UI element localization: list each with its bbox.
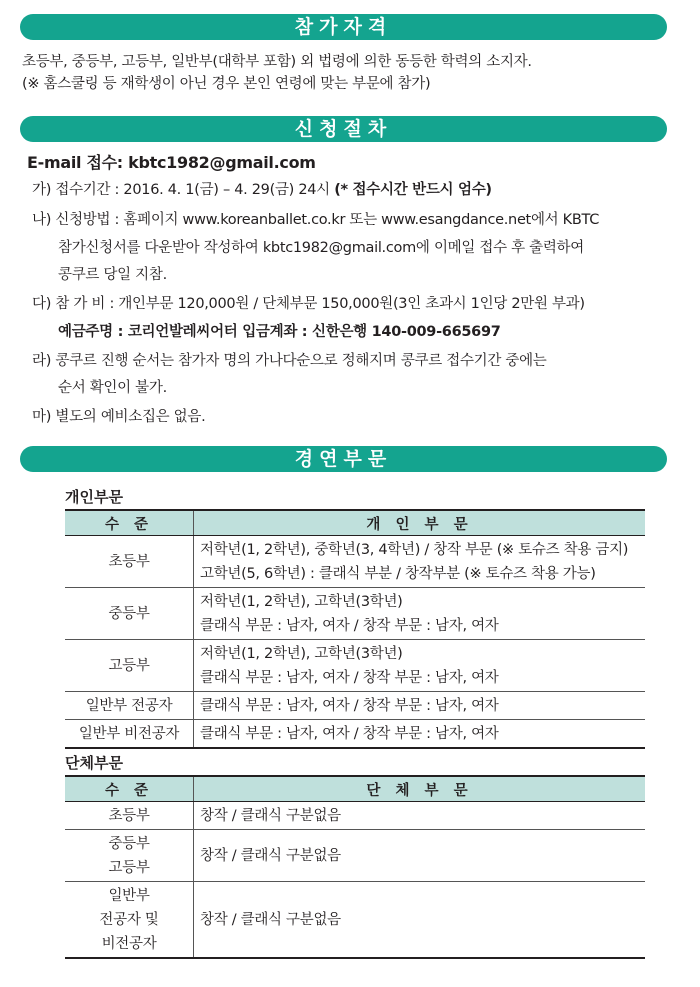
group-head-level: 수 준 (65, 776, 194, 802)
item-text: 참 가 비 : 개인부문 120,000원 / 단체부문 150,000원(3인 초과시 1인당 2만원 부과) (55, 296, 585, 312)
individual-subtitle: 개인부문 (65, 488, 123, 506)
section-line: 저학년(1, 2학년), 고학년(3학년) (200, 646, 403, 662)
table-row (65, 588, 645, 640)
group-subtitle: 단체부문 (65, 754, 123, 772)
level-line: 일반부 (108, 888, 150, 904)
item-label: 가) (32, 182, 52, 198)
table-row (65, 882, 645, 959)
procedure-banner: 신청절차 (20, 116, 667, 142)
procedure-item-ra-cont: 순서 확인이 불가. (58, 380, 167, 396)
section-line: 고학년(5, 6학년) : 클래식 부분 / 창작부분 (※ 토슈즈 착용 가능) (200, 566, 596, 582)
item-label: 마) (32, 409, 52, 425)
item-bold: (* 접수시간 반드시 엄수) (334, 182, 492, 198)
group-head-section: 단 체 부 문 (194, 776, 646, 802)
level-cell: 일반부 비전공자 (65, 720, 194, 749)
section-cell: 클래식 부문 : 남자, 여자 / 창작 부문 : 남자, 여자 (194, 720, 646, 749)
procedure-item-ra (32, 349, 547, 370)
section-cell: 창작 / 클래식 구분없음 (194, 830, 646, 882)
section-cell: 클래식 부문 : 남자, 여자 / 창작 부문 : 남자, 여자 (194, 692, 646, 720)
procedure-item-na-cont-2: 콩쿠르 당일 지참. (58, 267, 167, 283)
section-line: 클래식 부문 : 남자, 여자 / 창작 부문 : 남자, 여자 (200, 670, 499, 686)
procedure-email: E-mail 접수: kbtc1982@gmail.com (27, 153, 316, 172)
procedure-item-ga (32, 178, 492, 199)
group-table (65, 775, 645, 959)
table-row (65, 692, 645, 720)
level-cell: 초등부 (65, 536, 194, 588)
level-line: 중등부 (108, 836, 150, 852)
level-line: 비전공자 (101, 936, 157, 952)
level-cell: 일반부 전공자 (65, 692, 194, 720)
section-line: 클래식 부문 : 남자, 여자 / 창작 부문 : 남자, 여자 (200, 618, 499, 634)
competition-banner: 경연부문 (20, 446, 667, 472)
section-cell (194, 588, 646, 640)
level-line: 고등부 (108, 860, 150, 876)
section-cell (194, 536, 646, 588)
table-row (65, 536, 645, 588)
table-row (65, 720, 645, 749)
procedure-item-na (32, 208, 599, 229)
level-cell (65, 882, 194, 959)
item-text: 신청방법 : 홈페이지 www.koreanballet.co.kr 또는 www.esangdance.net에서 KBTC (55, 212, 600, 228)
procedure-item-da (32, 292, 585, 313)
eligibility-line-2: (※ 홈스쿨링 등 재학생이 아닌 경우 본인 연령에 맞는 부문에 참가) (22, 76, 431, 92)
item-label: 다) (32, 296, 52, 312)
procedure-account: 예금주명 : 코리언발레씨어터 입금계좌 : 신한은행 140-009-665697 (58, 324, 501, 340)
procedure-item-na-cont-1: 참가신청서를 다운받아 작성하여 kbtc1982@gmail.com에 이메일 접수 후 출력하여 (58, 240, 584, 256)
level-line: 초등부 (108, 808, 150, 824)
section-cell: 창작 / 클래식 구분없음 (194, 802, 646, 830)
eligibility-banner: 참가자격 (20, 14, 667, 40)
section-line: 저학년(1, 2학년), 중학년(3, 4학년) / 창작 부문 (※ 토슈즈 착용 금지) (200, 542, 629, 558)
level-cell (65, 802, 194, 830)
table-row (65, 640, 645, 692)
item-text: 콩쿠르 진행 순서는 참가자 명의 가나다순으로 정해지며 콩쿠르 접수기간 중에는 (55, 353, 547, 369)
section-cell: 창작 / 클래식 구분없음 (194, 882, 646, 959)
section-cell (194, 640, 646, 692)
table-row (65, 830, 645, 882)
table-row (65, 802, 645, 830)
level-cell: 중등부 (65, 588, 194, 640)
procedure-item-ma (32, 405, 205, 426)
individual-head-section: 개 인 부 문 (194, 510, 646, 536)
item-text: 별도의 예비소집은 없음. (55, 409, 206, 425)
item-label: 라) (32, 353, 52, 369)
eligibility-line-1: 초등부, 중등부, 고등부, 일반부(대학부 포함) 외 법령에 의한 동등한 학력의 소지자. (22, 54, 532, 70)
item-label: 나) (32, 212, 52, 228)
item-text: 접수기간 : 2016. 4. 1(금) – 4. 29(금) 24시 (55, 182, 330, 198)
level-cell (65, 830, 194, 882)
level-cell: 고등부 (65, 640, 194, 692)
individual-head-level: 수 준 (65, 510, 194, 536)
level-line: 전공자 및 (99, 912, 159, 928)
individual-table (65, 509, 645, 749)
section-line: 저학년(1, 2학년), 고학년(3학년) (200, 594, 403, 610)
